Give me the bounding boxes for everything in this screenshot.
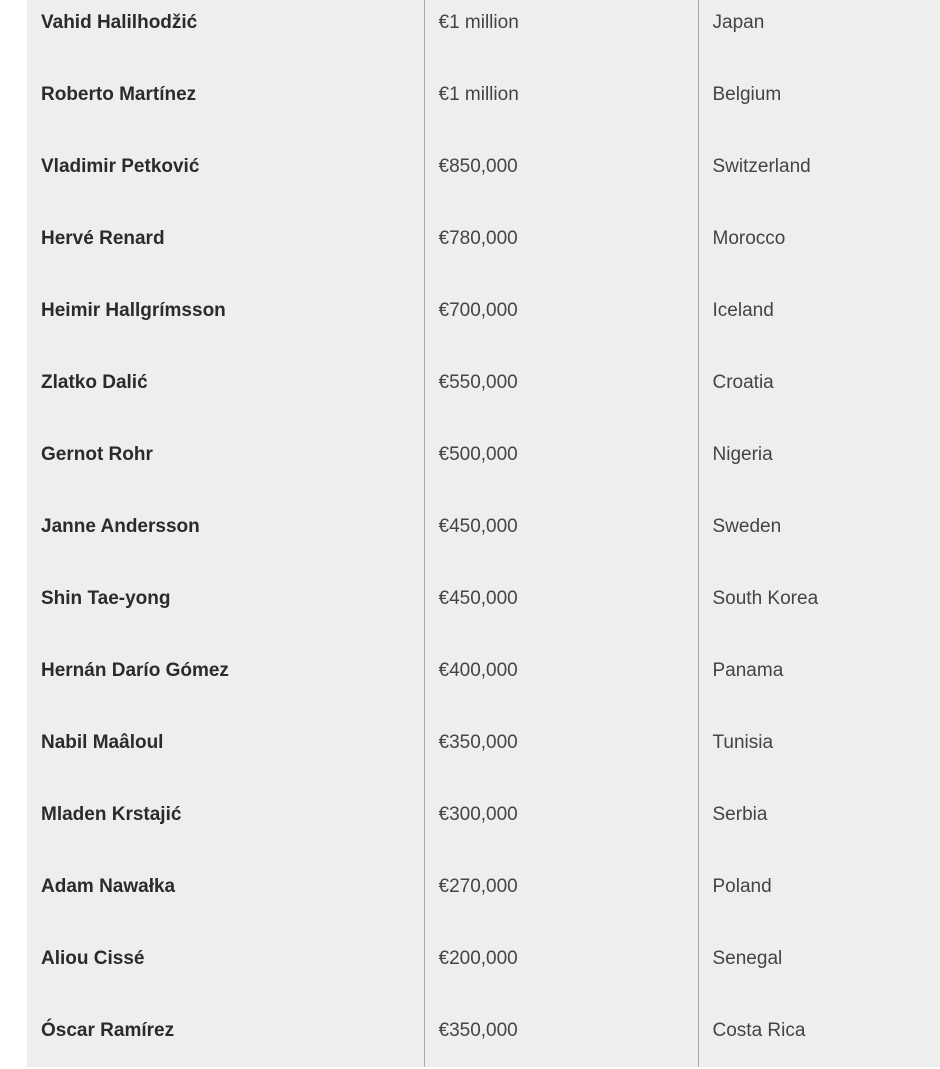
country-cell: Nigeria: [698, 419, 940, 491]
table-body: [27, 0, 940, 1067]
table-row: [27, 491, 940, 563]
table-row: [27, 995, 940, 1067]
coach-name-cell: Vladimir Petković: [41, 156, 200, 177]
country-cell: South Korea: [698, 563, 940, 635]
table-row: [27, 419, 940, 491]
salary-cell: €350,000: [424, 707, 698, 779]
coach-name-cell: Zlatko Dalić: [41, 372, 148, 393]
table-row: [27, 347, 940, 419]
salary-cell: €450,000: [424, 491, 698, 563]
coach-salary-table: [27, 0, 940, 1067]
table-row: [27, 851, 940, 923]
salary-cell: €270,000: [424, 851, 698, 923]
salary-table: [27, 0, 940, 1067]
country-cell: Costa Rica: [698, 995, 940, 1067]
table-row: [27, 0, 940, 59]
table-row: [27, 563, 940, 635]
salary-cell: €500,000: [424, 419, 698, 491]
coach-name-cell: Heimir Hallgrímsson: [41, 300, 226, 321]
country-cell: Croatia: [698, 347, 940, 419]
table-row: [27, 707, 940, 779]
country-cell: Tunisia: [698, 707, 940, 779]
country-cell: Switzerland: [698, 131, 940, 203]
salary-cell: €200,000: [424, 923, 698, 995]
coach-name-cell: Gernot Rohr: [41, 444, 153, 465]
coach-name-cell: Aliou Cissé: [41, 948, 145, 969]
coach-name-cell: Mladen Krstajić: [41, 804, 182, 825]
salary-cell: €450,000: [424, 563, 698, 635]
country-cell: Iceland: [698, 275, 940, 347]
table-row: [27, 59, 940, 131]
coach-name-cell: Roberto Martínez: [41, 84, 197, 105]
table-row: [27, 131, 940, 203]
salary-cell: €550,000: [424, 347, 698, 419]
country-cell: Sweden: [698, 491, 940, 563]
salary-cell: €350,000: [424, 995, 698, 1067]
salary-cell: €850,000: [424, 131, 698, 203]
coach-name-cell: Hernán Darío Gómez: [41, 660, 229, 681]
table-row: [27, 635, 940, 707]
salary-cell: €780,000: [424, 203, 698, 275]
coach-name-cell: Janne Andersson: [41, 516, 200, 537]
country-cell: Serbia: [698, 779, 940, 851]
table-row: [27, 203, 940, 275]
coach-name-cell: Shin Tae-yong: [41, 588, 171, 609]
country-cell: Senegal: [698, 923, 940, 995]
country-cell: Belgium: [698, 59, 940, 131]
salary-cell: €700,000: [424, 275, 698, 347]
table-row: [27, 923, 940, 995]
country-cell: Panama: [698, 635, 940, 707]
salary-cell: €400,000: [424, 635, 698, 707]
table-row: [27, 779, 940, 851]
country-cell: Japan: [698, 0, 940, 59]
coach-name-cell: Nabil Maâloul: [41, 732, 164, 753]
country-cell: Morocco: [698, 203, 940, 275]
country-cell: Poland: [698, 851, 940, 923]
salary-cell: €1 million: [424, 59, 698, 131]
coach-name-cell: Adam Nawałka: [41, 876, 176, 897]
table-row: [27, 275, 940, 347]
salary-cell: €300,000: [424, 779, 698, 851]
coach-name-cell: Vahid Halilhodžić: [41, 12, 198, 33]
coach-name-cell: Óscar Ramírez: [41, 1020, 175, 1041]
salary-cell: €1 million: [424, 0, 698, 59]
coach-name-cell: Hervé Renard: [41, 228, 165, 249]
